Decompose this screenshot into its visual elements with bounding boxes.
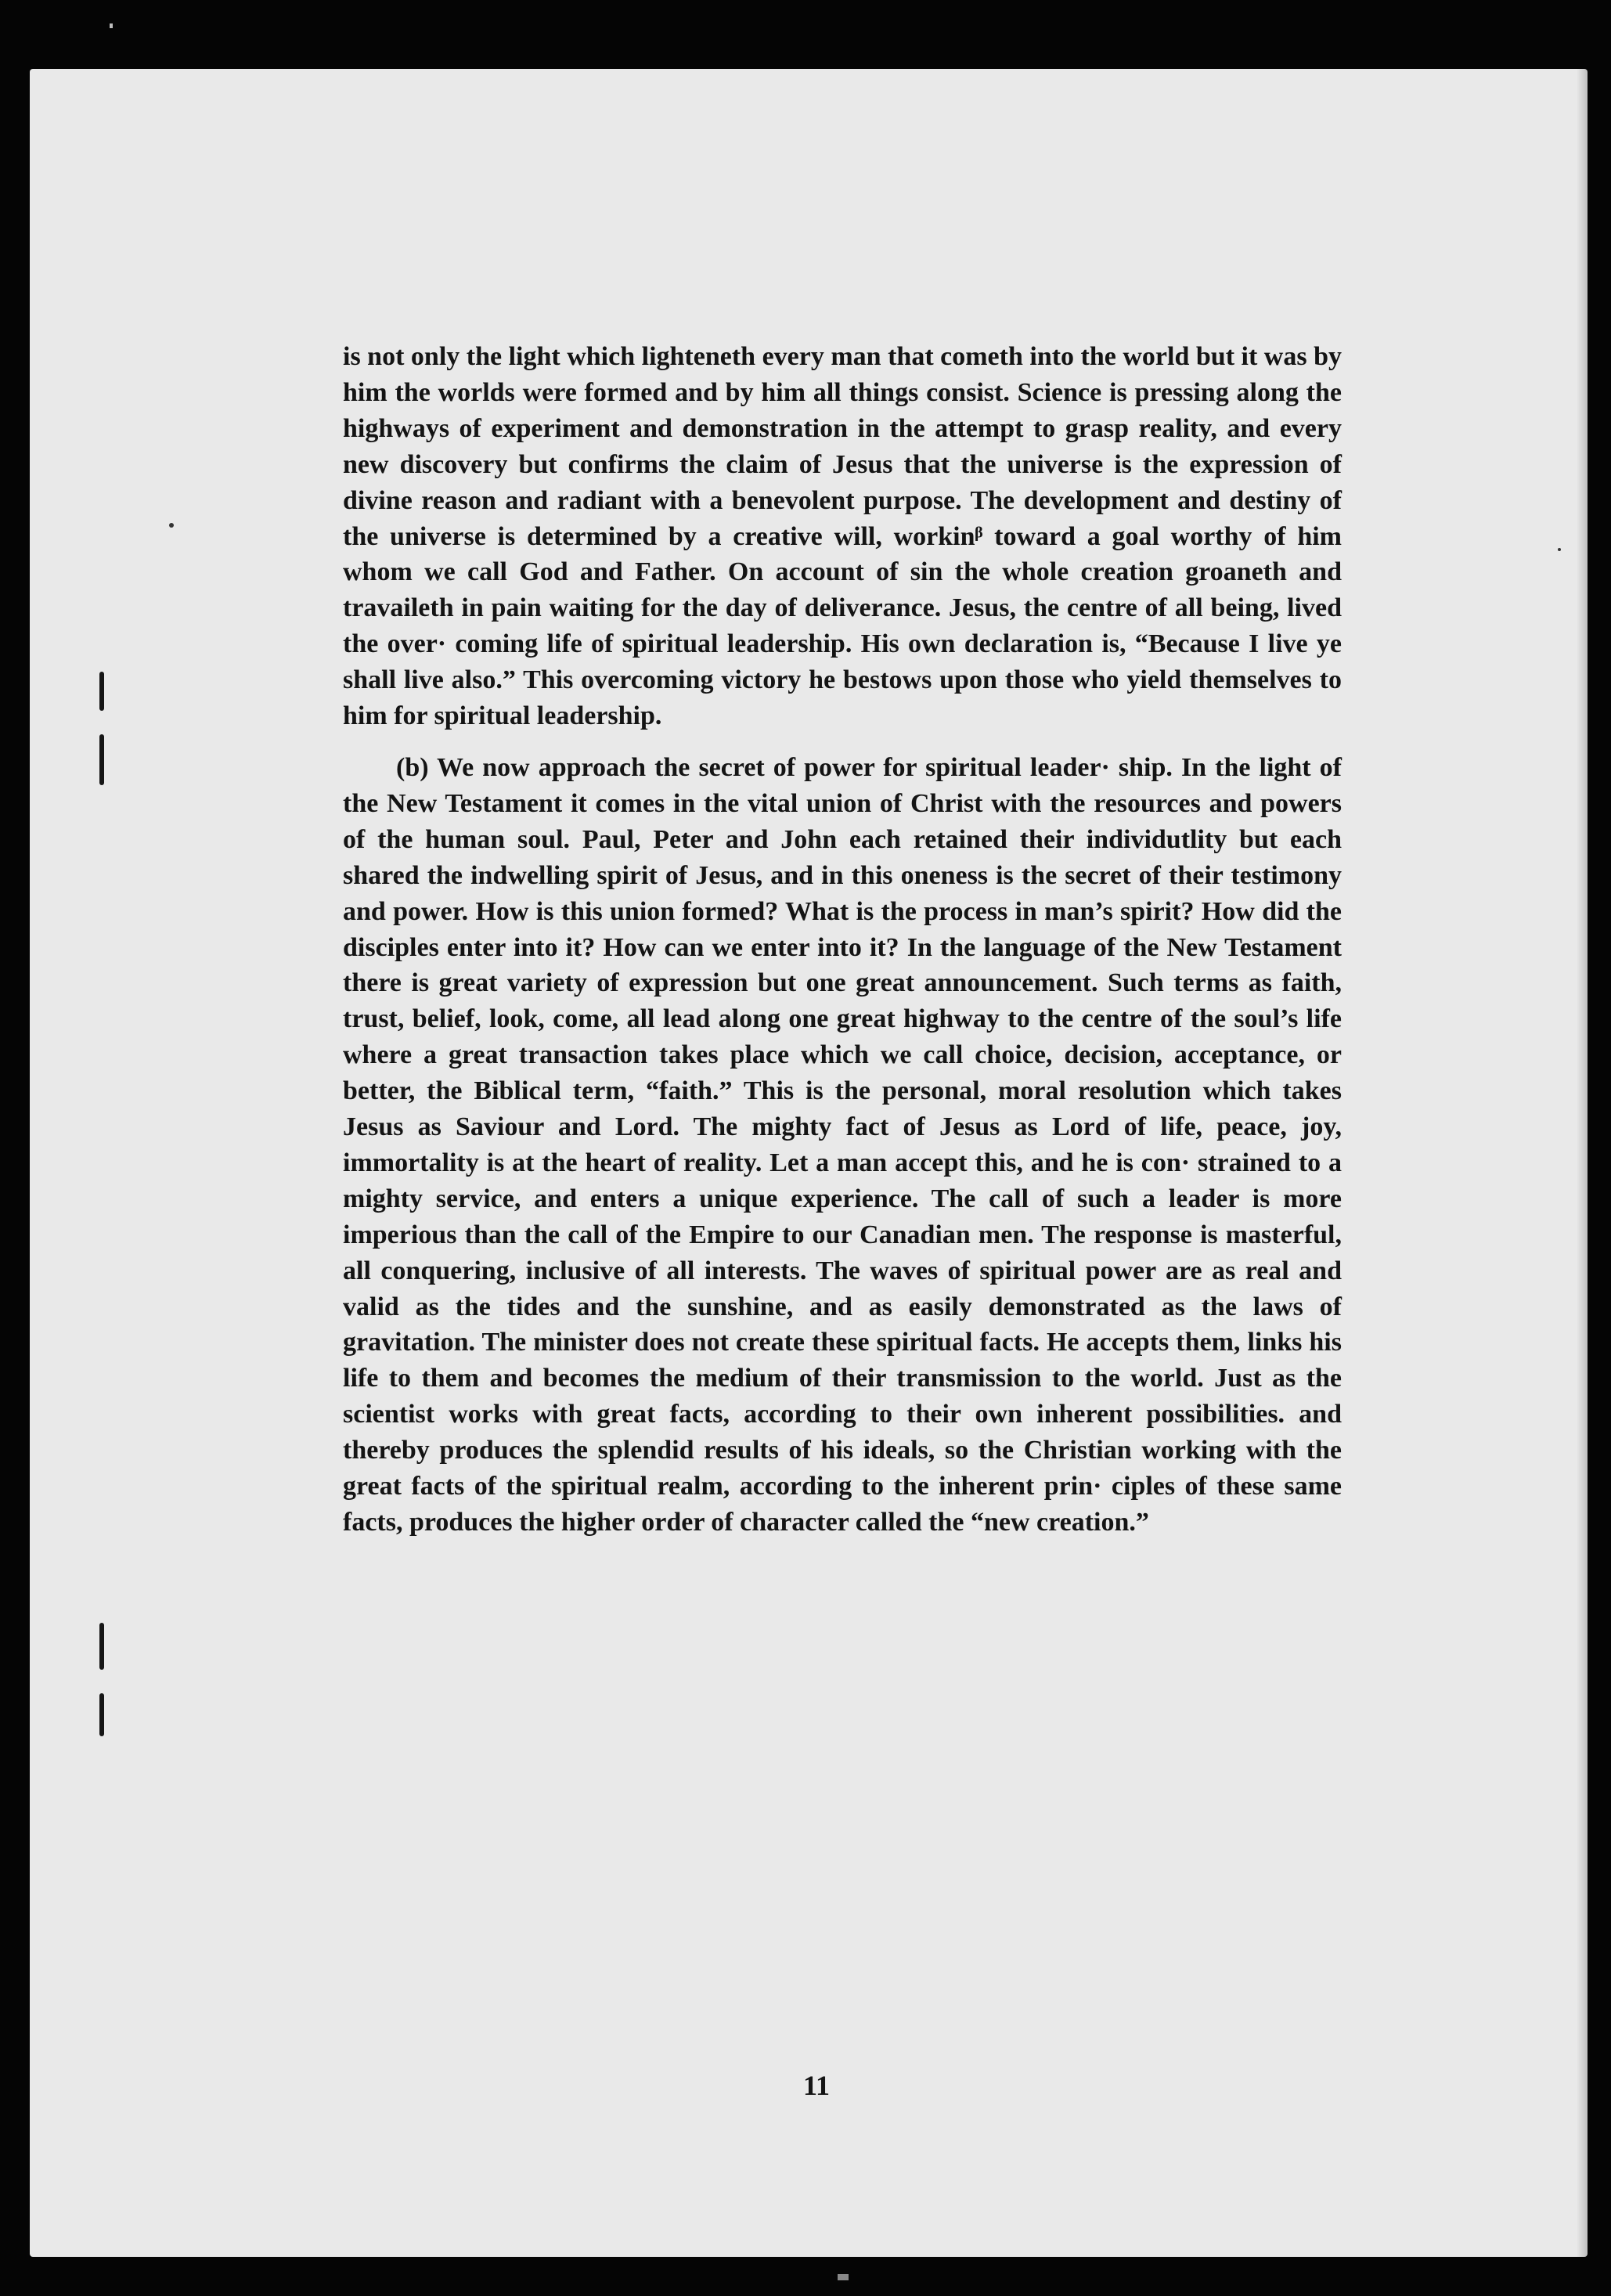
paragraph-b: (b) We now approach the secret of power for spiritual leader· ship. In the light of the New Testament it comes in the vital union of Christ with the resources and powers of the human soul. Paul, Peter and John each retained their individutlity but each shared the indwelling spirit of Jesus, and in this oneness is the secret of their testimony and power. How is this union formed? What is the process in man’s spirit? How did the disciples enter into it? How can we enter into it? In the language of the New Testament there is great variety of expression but one great announcement. Such terms as faith, trust, belief, look, come, all lead along one great highway to the centre of the soul’s life where a great transaction takes place which we call choice, decision, acceptance, or better, the Biblical term, “faith.” This is the personal, moral resolution which takes Jesus as Saviour and Lord. The mighty fact of Jesus as Lord of life, peace, joy, immortality is at the heart of reality. Let a man accept this, and he is con· strained to a mighty service, and enters a unique experience. The call of such a leader is more imperious than the call of the Empire to our Canadian men. The response is masterful, all conquering, inclusive of all interests. The waves of spiritual power are as real and valid as the tides and the sunshine, and as easily demonstrated as the laws of gravitation. The minister does not create these spiritual facts. He accepts them, links his life to them and becomes the medium of their transmission to the world. Just as the scientist works with great facts, according to their own inherent possibilities. and thereby produces the splendid results of his ideals, so the Christian working with the great facts of the spiritual realm, according to the inherent prin· ciples of these same facts, produces the higher order of character called the “new creation.” bbox=[343, 752, 1342, 1537]
scan-speck bbox=[1558, 548, 1561, 551]
scan-artifact bbox=[838, 2274, 849, 2280]
page-number: 11 bbox=[802, 2070, 830, 2101]
margin-mark bbox=[99, 1623, 104, 1670]
margin-mark bbox=[99, 1693, 104, 1736]
scan-speck bbox=[169, 523, 174, 528]
margin-mark bbox=[99, 672, 104, 711]
body-text bbox=[343, 339, 1342, 1541]
page-edge-shadow bbox=[1577, 69, 1588, 2257]
scan-artifact bbox=[110, 23, 113, 28]
margin-mark bbox=[99, 734, 104, 785]
paragraph-continuation: is not only the light which lighteneth every man that cometh into the world but it was by him the worlds were formed and by him all things consist. Science is pressing along the highways of experiment and demonstration in the attempt to grasp reality, and every new discovery but confirms the claim of Jesus that the universe is the expression of divine reason and radiant with a benevolent purpose. The development and destiny of the universe is determined by a creative will, workinᵝ toward a goal worthy of him whom we call God and Father. On account of sin the whole creation groaneth and travaileth in pain waiting for the day of deliverance. Jesus, the centre of all being, lived the over· coming life of spiritual leadership. His own declaration is, “Because I live ye shall live also.” This overcoming victory he bestows upon those who yield themselves to him for spiritual leadership. bbox=[343, 342, 1342, 731]
document-page bbox=[30, 69, 1588, 2257]
